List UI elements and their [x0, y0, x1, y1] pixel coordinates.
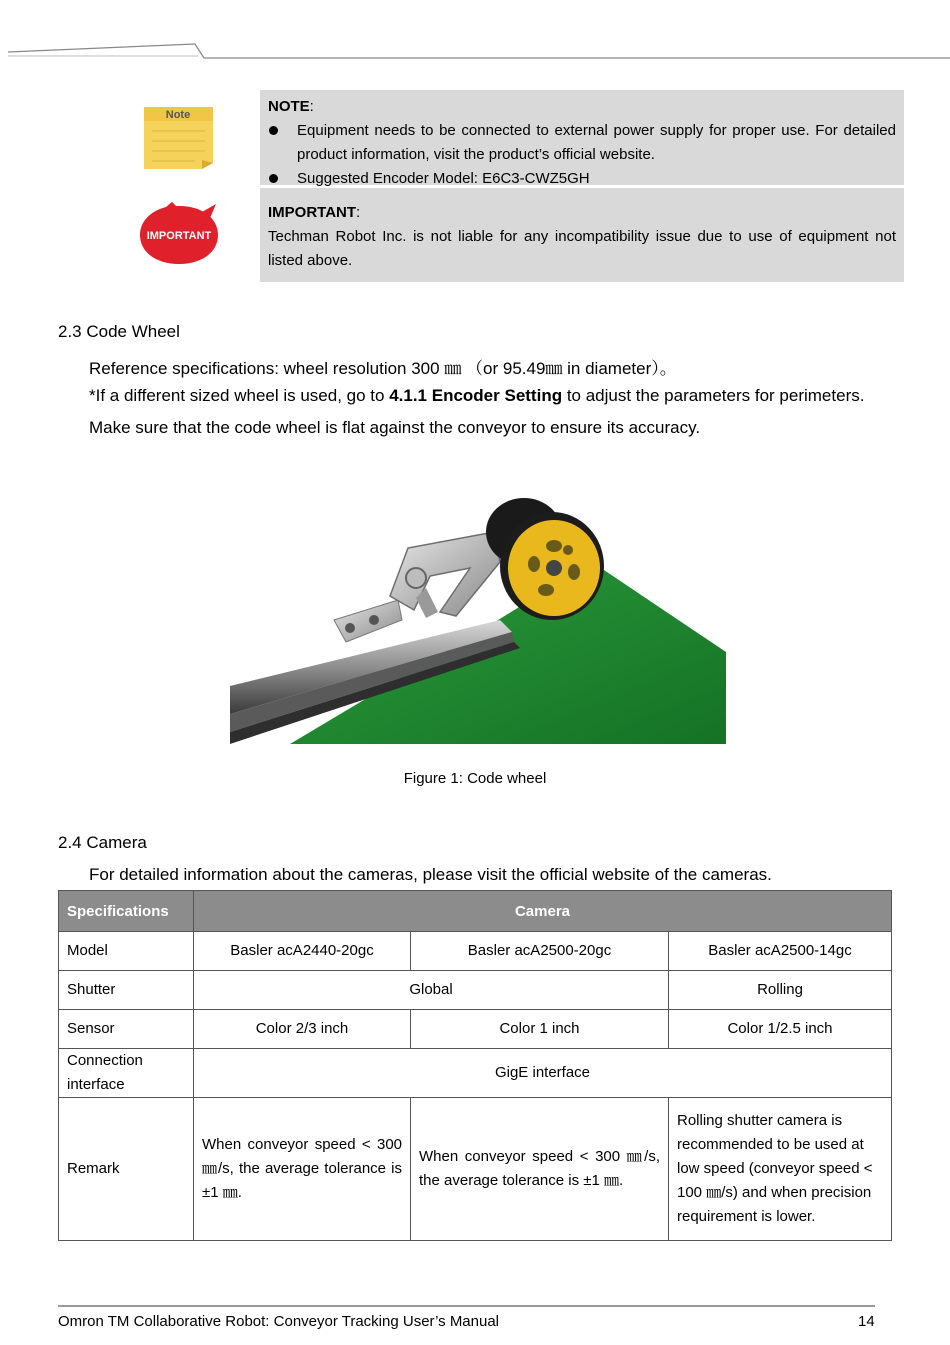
- code-wheel-spec-text: Reference specifications: wheel resolution 300 ㎜ （or 95.49㎜ in diameter）。: [89, 359, 677, 378]
- row-label-remark: Remark: [59, 1098, 194, 1241]
- header-camera: Camera: [194, 891, 892, 932]
- table-cell: When conveyor speed < 300 ㎜/s, the average tolerance is ±1 ㎜.: [411, 1098, 669, 1241]
- code-wheel-encoder-text: *If a different sized wheel is used, go to 4.1.1 Encoder Setting to adjust the parameters for perimeters.: [89, 386, 865, 405]
- table-cell: GigE interface: [194, 1049, 892, 1098]
- table-row: [59, 971, 892, 1010]
- important-box: IMPORTANT: Techman Robot Inc. is not liable for any incompatibility issue due to use of equipment not listed above.: [260, 188, 904, 282]
- table-row: [59, 1098, 892, 1241]
- encoder-setting-reference: 4.1.1 Encoder Setting: [389, 386, 563, 405]
- section-title-camera: 2.4 Camera: [58, 833, 147, 852]
- row-label-shutter: Shutter: [59, 971, 194, 1010]
- note-item: Suggested Encoder Model: E6C3-CWZ5GH: [268, 167, 896, 191]
- camera-spec-table: [58, 890, 892, 1241]
- footer-rule: [58, 1305, 875, 1307]
- table-row: [59, 932, 892, 971]
- camera-intro-text: For detailed information about the cameras, please visit the official website of the cameras.: [89, 865, 772, 884]
- important-title: IMPORTANT: [268, 204, 357, 221]
- row-label-model: Model: [59, 932, 194, 971]
- table-header-row: [59, 891, 892, 932]
- note-title: NOTE: [268, 98, 310, 115]
- table-cell: When conveyor speed < 300 ㎜/s, the average tolerance is ±1 ㎜.: [194, 1098, 411, 1241]
- table-row: [59, 1049, 892, 1098]
- header-rule: [0, 40, 950, 64]
- table-cell: Global: [194, 971, 669, 1010]
- important-icon: [136, 202, 222, 273]
- table-cell: Rolling: [669, 971, 892, 1010]
- section-title-code-wheel: 2.3 Code Wheel: [58, 322, 180, 341]
- figure-caption: Figure 1: Code wheel: [403, 770, 547, 787]
- table-cell: Basler acA2440-20gc: [194, 932, 411, 971]
- note-item: Equipment needs to be connected to external power supply for proper use. For detailed product information, visit the product’s official website.: [268, 119, 896, 167]
- note-icon: [140, 103, 218, 178]
- page-number: 14: [858, 1313, 875, 1330]
- row-label-sensor: Sensor: [59, 1010, 194, 1049]
- table-cell: Basler acA2500-14gc: [669, 932, 892, 971]
- table-cell: Basler acA2500-20gc: [411, 932, 669, 971]
- code-wheel-figure: [230, 492, 726, 744]
- important-icon-label: IMPORTANT: [146, 230, 212, 242]
- important-text: Techman Robot Inc. is not liable for any incompatibility issue due to use of equipment not listed above.: [268, 228, 896, 269]
- table-cell: Rolling shutter camera is recommended to be used at low speed (conveyor speed < 100 ㎜/s) and when precision requirement is lower.: [669, 1098, 892, 1241]
- table-cell: Color 1/2.5 inch: [669, 1010, 892, 1049]
- table-cell: Color 1 inch: [411, 1010, 669, 1049]
- row-label-connection: Connection interface: [59, 1049, 194, 1098]
- table-row: [59, 1010, 892, 1049]
- footer-title: Omron TM Collaborative Robot: Conveyor Tracking User’s Manual: [58, 1313, 500, 1330]
- code-wheel-accuracy-text: Make sure that the code wheel is flat against the conveyor to ensure its accuracy.: [89, 418, 701, 437]
- header-specifications: Specifications: [59, 891, 194, 932]
- note-box: NOTE: Equipment needs to be connected to external power supply for proper use. For detailed product information, visit the product’s official website. Suggested Encoder Model: E6C3-CWZ5GH: [260, 90, 904, 185]
- note-icon-label: Note: [165, 109, 191, 121]
- table-cell: Color 2/3 inch: [194, 1010, 411, 1049]
